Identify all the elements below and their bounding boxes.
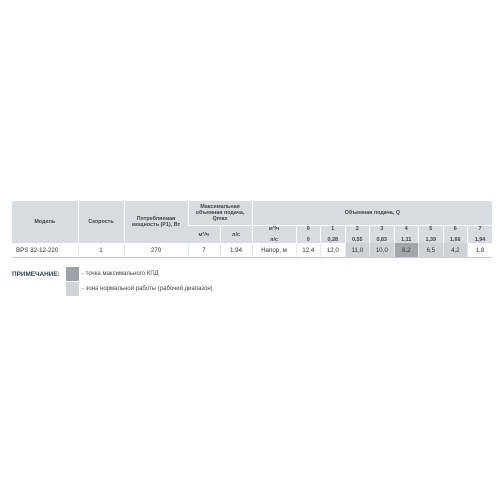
head-label-cell: Напор, м: [252, 243, 296, 258]
speed-cell: 1: [78, 243, 124, 258]
flow-point-header: 2 0,55: [345, 226, 370, 244]
head-value-cell: 1,8: [468, 243, 493, 258]
qmax-ls-cell: 1,94: [220, 243, 252, 258]
flow-point-header: 6 1,66: [443, 226, 468, 244]
flow-unit-ls: л/с: [270, 237, 278, 244]
head-value-cell-max-efficiency: 8,2: [394, 243, 419, 258]
head-value-cell-working-zone: 11,0: [345, 243, 370, 258]
flow-header: Объемная подача, Q: [252, 201, 492, 226]
table-row: [12, 243, 492, 258]
max-efficiency-swatch: [66, 267, 79, 281]
model-cell: BPS 32-12-220: [12, 243, 78, 258]
head-value-cell: 12,0: [321, 243, 346, 258]
flow-point-header: 4 1,11: [394, 226, 419, 244]
qmax-unit-m3h: м³/ч: [188, 226, 220, 244]
flow-unit-m3h: м³/ч: [268, 226, 280, 232]
head-value-cell-working-zone: 10,0: [370, 243, 395, 258]
flow-unit-label: [252, 226, 296, 244]
working-zone-legend: - зона нормальной работы (рабочий диапазон): [82, 286, 213, 292]
flow-point-header: 3 0,83: [370, 226, 395, 244]
flow-point-header: 1 0,28: [321, 226, 346, 244]
qmax-m3h-cell: 7: [188, 243, 220, 258]
power-header: Потребляемая мощность (P1), Вт: [124, 201, 188, 243]
flow-point-header: 5 1,39: [419, 226, 444, 244]
note-title: ПРИМЕЧАНИЕ:: [12, 271, 60, 278]
power-cell: 270: [124, 243, 188, 258]
flow-point-header: 0 0: [296, 226, 321, 244]
head-value-cell: 12,4: [296, 243, 321, 258]
pump-spec-table: [12, 201, 492, 258]
qmax-unit-ls: л/с: [220, 226, 252, 244]
max-efficiency-legend: - точка максимального КПД: [82, 271, 159, 277]
head-value-cell-working-zone: 6,5: [419, 243, 444, 258]
model-header: Модель: [12, 201, 78, 243]
speed-header: Скорость: [78, 201, 124, 243]
flow-point-header: 7 1,94: [468, 226, 493, 244]
qmax-header: Максимальная объемная подача, Qmax: [188, 201, 252, 226]
head-value-cell-working-zone: 4,2: [443, 243, 468, 258]
working-zone-swatch: [66, 282, 79, 296]
